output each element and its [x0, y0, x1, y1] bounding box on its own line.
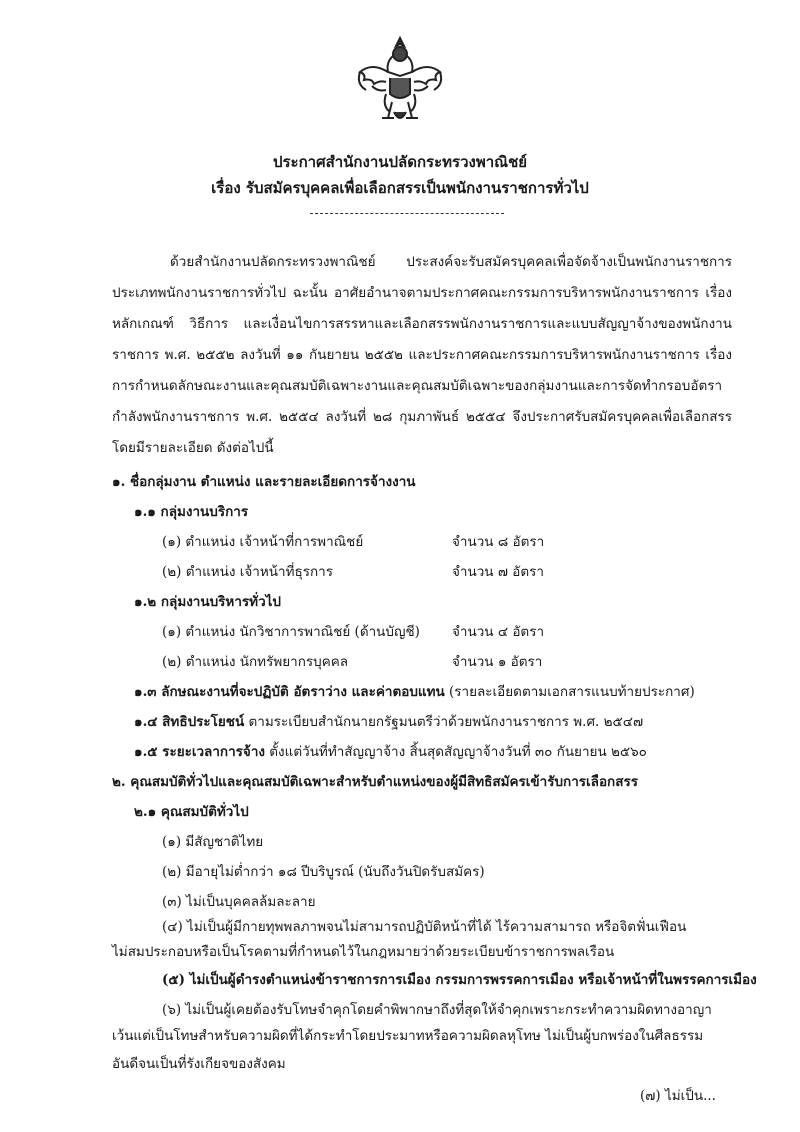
section2-1-heading: ๒.๑ คุณสมบัติทั่วไป — [134, 804, 249, 820]
item-1-3 — [134, 680, 695, 702]
garuda-emblem-icon — [352, 32, 448, 128]
item-1-3-label: ๑.๓ ลักษณะงานที่จะปฏิบัติ อัตราว่าง และค่าตอบแทน — [134, 684, 445, 700]
position-count: จำนวน ๔ อัตรา — [452, 624, 545, 640]
intro-paragraph — [112, 247, 732, 464]
qualification-item: (๔) ไม่เป็นผู้มีกายทุพพลภาพจนไม่สามารถปฏิบัติหน้าที่ได้ ไร้ความสามารถ หรือจิตฟั่นเฟือน — [162, 919, 687, 935]
item-1-5 — [134, 740, 647, 762]
item-1-4-text: ตามระเบียบสำนักนายกรัฐมนตรีว่าด้วยพนักงานราชการ พ.ศ. ๒๕๔๗ — [244, 714, 644, 730]
item-1-5-label: ๑.๕ ระยะเวลาการจ้าง — [134, 744, 265, 760]
section2-heading: ๒. คุณสมบัติทั่วไปและคุณสมบัติเฉพาะสำหรับตำแหน่งของผู้มีสิทธิสมัครเข้ารับการเลือกสรร — [112, 774, 638, 790]
continuation-marker: (๗) ไม่เป็น... — [640, 1088, 716, 1104]
position-name: (๑) ตำแหน่ง นักวิชาการพาณิชย์ (ด้านบัญชี) — [162, 624, 420, 640]
document-subject: เรื่อง รับสมัครบุคคลเพื่อเลือกสรรเป็นพนักงานราชการทั่วไป — [211, 179, 589, 197]
qualification-item-cont: อันดีจนเป็นที่รังเกียจของสังคม — [112, 1056, 286, 1072]
section1-heading: ๑. ชื่อกลุ่มงาน ตำแหน่ง และรายละเอียดการจ้างงาน — [112, 474, 416, 490]
position-count: จำนวน ๗ อัตรา — [452, 564, 544, 580]
qualification-item-cont: ไม่สมประกอบหรือเป็นโรคตามที่กำหนดไว้ในกฎหมายว่าด้วยระเบียบข้าราชการพลเรือน — [112, 944, 615, 960]
qualification-item: (๖) ไม่เป็นผู้เคยต้องรับโทษจำคุกโดยคำพิพากษาถึงที่สุดให้จำคุกเพราะกระทำความผิดทางอาญา — [162, 1002, 712, 1018]
qualification-item: (๕) ไม่เป็นผู้ดำรงตำแหน่งข้าราชการการเมือง กรรมการพรรคการเมือง หรือเจ้าหน้าที่ในพรรคการเมือง — [162, 972, 757, 988]
qualification-item: (๓) ไม่เป็นบุคคลล้มละลาย — [162, 894, 316, 910]
item-1-4 — [134, 710, 643, 732]
group1-heading: ๑.๑ กลุ่มงานบริการ — [134, 504, 249, 520]
intro-text: ด้วยสำนักงานปลัดกระทรวงพาณิชย์ ประสงค์จะรับสมัครบุคคลเพื่อจัดจ้างเป็นพนักงานราชการประเภทพนักงานราชการทั่วไป ฉะนั้น อาศัยอำนาจตามประกาศคณะกรรมการบริหารพนักงานราชการ เรื่อง หลักเกณฑ์ วิธีการ และเงื่อนไขการสรรหาและเลือกสรรพนักงานราชการและแบบสัญญาจ้างของพนักงานราชการ พ.ศ. ๒๕๕๒ ลงวันที่ ๑๑ กันยายน ๒๕๕๒ และประกาศคณะกรรมการบริหารพนักงานราชการ เรื่อง การกำหนดลักษณะงานและคุณสมบัติเฉพาะงานและคุณสมบัติเฉพาะของกลุ่มงานและการจัดทำกรอบอัตรากำลังพนักงานราชการ พ.ศ. ๒๕๕๔ ลงวันที่ ๒๘ กุมภาพันธ์ ๒๕๕๔ จึงประกาศรับสมัครบุคคลเพื่อเลือกสรร โดยมีรายละเอียด ดังต่อไปนี้ — [112, 254, 732, 456]
position-name: (๒) ตำแหน่ง นักทรัพยากรบุคคล — [162, 654, 349, 670]
position-name: (๑) ตำแหน่ง เจ้าหน้าที่การพาณิชย์ — [162, 534, 364, 550]
qualification-item: (๑) มีสัญชาติไทย — [162, 834, 264, 850]
qualification-item: (๒) มีอายุไม่ต่ำกว่า ๑๘ ปีบริบูรณ์ (นับถึงวันปิดรับสมัคร) — [162, 864, 485, 880]
document-title: ประกาศสำนักงานปลัดกระทรวงพาณิชย์ — [272, 153, 528, 171]
item-1-4-label: ๑.๔ สิทธิประโยชน์ — [134, 714, 245, 730]
title-divider — [310, 213, 504, 214]
group2-heading: ๑.๒ กลุ่มงานบริหารทั่วไป — [134, 594, 282, 610]
position-count: จำนวน ๘ อัตรา — [452, 534, 545, 550]
position-name: (๒) ตำแหน่ง เจ้าหน้าที่ธุรการ — [162, 564, 333, 580]
item-1-3-text: (รายละเอียดตามเอกสารแนบท้ายประกาศ) — [444, 684, 695, 700]
qualification-item-cont: เว้นแต่เป็นโทษสำหรับความผิดที่ได้กระทำโดยประมาทหรือความผิดลหุโทษ ไม่เป็นผู้บกพร่องในศีลธรรม — [112, 1028, 704, 1044]
position-count: จำนวน ๑ อัตรา — [452, 654, 543, 670]
item-1-5-text: ตั้งแต่วันที่ทำสัญญาจ้าง สิ้นสุดสัญญาจ้างวันที่ ๓๐ กันยายน ๒๕๖๐ — [265, 744, 647, 760]
